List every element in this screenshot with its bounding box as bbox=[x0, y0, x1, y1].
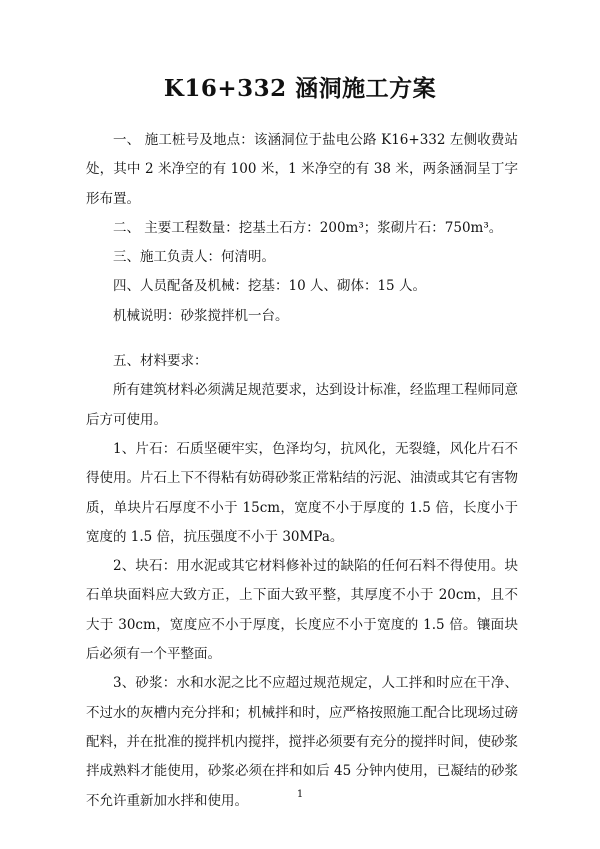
paragraph-quantities: 二、 主要工程数量：挖基土石方：200m³；浆砌片石：750m³。 bbox=[113, 219, 503, 236]
paragraph-materials-heading: 五、材料要求： bbox=[113, 353, 208, 370]
page-number: 1 bbox=[296, 789, 304, 800]
document-body bbox=[86, 126, 518, 816]
paragraph-materials-general: 所有建筑材料必须满足规范要求，达到设计标准，经监理工程师同意后方可使用。 bbox=[86, 382, 518, 428]
document-title: K16+332 涵洞施工方案 bbox=[163, 75, 437, 102]
paragraph-manager: 三、施工负责人：何清明。 bbox=[113, 249, 275, 266]
paragraph-location: 一、 施工桩号及地点：该涵洞位于盐电公路 K16+332 左侧收费站处，其中 2 米净空的有 100 米，1 米净空的有 38 米，两条涵洞呈丁字形布置。 bbox=[86, 132, 518, 207]
paragraph-staffing: 四、人员配备及机械：挖基：10 人、砌体：15 人。 bbox=[113, 278, 426, 295]
paragraph-mortar: 3、砂浆：水和水泥之比不应超过规范规定，人工拌和时应在干净、不过水的灰槽内充分拌和；机械拌和时，应严格按照施工配合比现场过磅配料，并在批准的搅拌机内搅拌，搅拌必须要有充分的搅拌时间，使砂浆拌成熟料才能使用，砂浆必须在拌和如后 45 分钟内使用，已凝结的砂浆不允许重新加水拌和使用。 bbox=[86, 675, 518, 809]
paragraph-block-stone: 2、块石：用水泥或其它材料修补过的缺陷的任何石料不得使用。块石单块面料应大致方正，上下面大致平整，其厚度不小于 20cm，且不大于 30cm，宽度应不小于厚度，长度应不小于宽度的 1.5 倍。镶面块后必须有一个平整面。 bbox=[86, 558, 518, 663]
paragraph-machinery: 机械说明：砂浆搅拌机一台。 bbox=[113, 307, 289, 324]
paragraph-rubble-stone: 1、片石：石质坚硬牢实，色泽均匀，抗风化，无裂缝，风化片石不得使用。片石上下不得粘有妨碍砂浆正常粘结的污泥、油渍或其它有害物质，单块片石厚度不小于 15cm，宽度不小于厚度的 1.5 倍，长度小于宽度的 1.5 倍，抗压强度不小于 30MPa。 bbox=[86, 440, 518, 545]
section-spacer bbox=[86, 331, 518, 347]
